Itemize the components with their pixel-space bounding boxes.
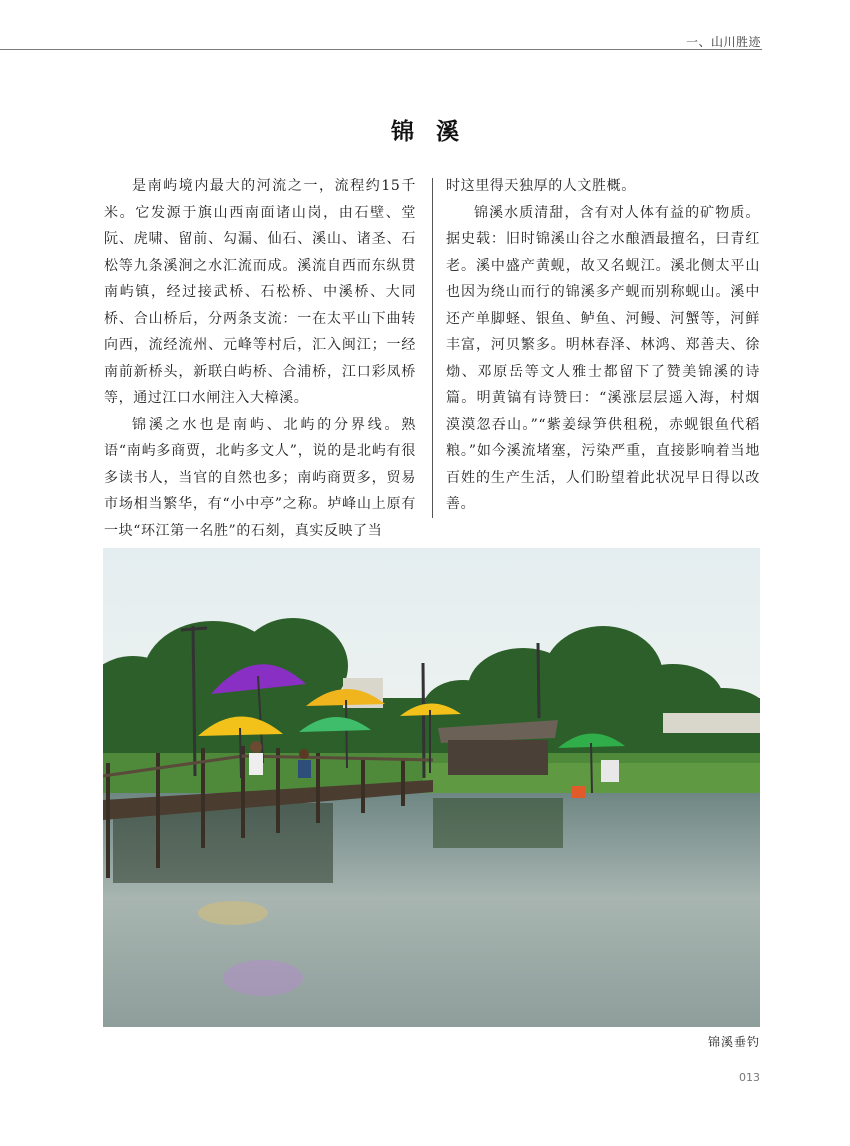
article-title: 锦溪 xyxy=(391,119,481,145)
paragraph: 锦溪之水也是南屿、北屿的分界线。熟语“南屿多商贾，北屿多文人”，说的是北屿有很多读书人，当官的自然也多；南屿商贾多，贸易市场相当繁华，有“小中亭”之称。垆峰山上原有一块“环江第一名胜”的石刻，真实反映了当 xyxy=(104,416,416,539)
right-text-column xyxy=(446,173,760,518)
paragraph: 锦溪水质清甜，含有对人体有益的矿物质。据史载：旧时锦溪山谷之水酿酒最擅名，曰青红老。溪中盛产黄蚬，故又名蚬江。溪北侧太平山也因为绕山而行的锦溪多产蚬而别称蚬山。溪中还产单脚蛏、银鱼、鲈鱼、河鳗、河蟹等，河鲜丰富，河贝繁多。明林春泽、林鸿、郑善夫、徐𤊹、邓原岳等文人雅士都留下了赞美锦溪的诗篇。明黄镐有诗赞曰：“溪涨层层遥入海，村烟漠漠忽吞山。”“紫姜绿笋供租税，赤蚬银鱼代稻粮。”如今溪流堵塞，污染严重，直接影响着当地百姓的生产生活，人们盼望着此状况早日得以改善。 xyxy=(446,204,760,512)
left-text-column xyxy=(104,173,416,544)
riverside-fishing-photo xyxy=(103,548,760,1027)
paragraph-continuation: 时这里得天独厚的人文胜概。 xyxy=(446,178,636,194)
photo-caption: 锦溪垂钓 xyxy=(707,1035,760,1049)
riverside-shed xyxy=(438,720,558,775)
paragraph: 是南屿境内最大的河流之一，流程约15千米。它发源于旗山西南面诸山岗，由石壁、堂阮、虎啸、留前、勾漏、仙石、溪山、诸圣、石松等九条溪涧之水汇流而成。溪流自西而东纵贯南屿镇，经过接武桥、石松桥、中溪桥、大同桥、合山桥后，分两条支流：一在太平山下曲转向西，流经流州、元峰等村后，汇入闽江；一经南前新桥头，新联白屿桥、合浦桥，江口彩凤桥等，通过江口水闸注入大樟溪。 xyxy=(104,178,416,406)
running-header-section: 一、山川胜迹 xyxy=(685,35,761,49)
page-number: 013 xyxy=(739,1071,760,1084)
photo-illustration xyxy=(103,548,760,1027)
header-rule xyxy=(0,49,762,50)
column-divider xyxy=(432,178,433,518)
